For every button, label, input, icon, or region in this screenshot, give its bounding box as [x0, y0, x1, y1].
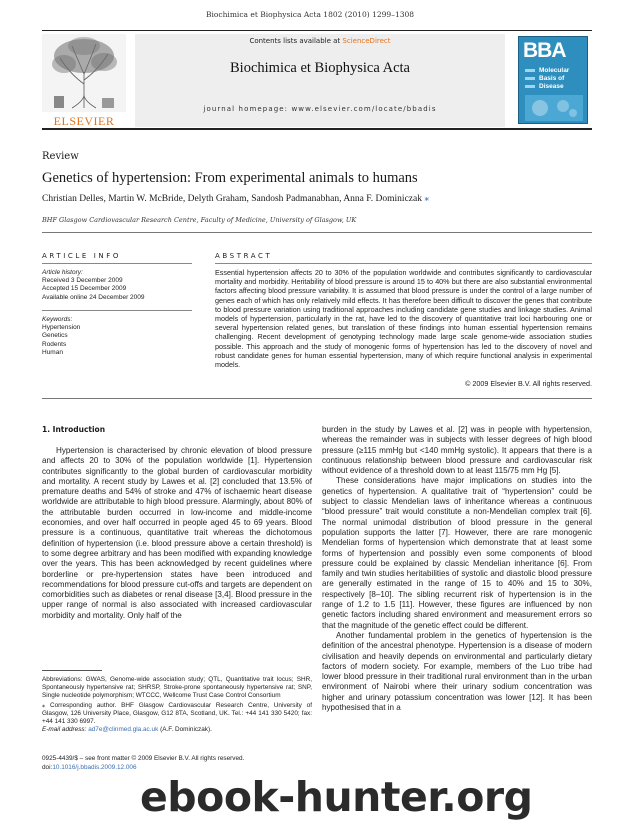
article-history: [42, 269, 192, 302]
divider: [42, 310, 192, 311]
abstract-copyright: © 2009 Elsevier B.V. All rights reserved.: [465, 379, 592, 388]
history-item: Accepted 15 December 2009: [42, 285, 127, 293]
doi-label: doi:: [42, 763, 53, 771]
keywords-label: Keywords:: [42, 316, 73, 323]
sciencedirect-link[interactable]: ScienceDirect: [342, 37, 391, 45]
doi-line: [42, 764, 244, 773]
abstract-heading: ABSTRACT: [215, 252, 273, 260]
contents-line: [135, 37, 505, 45]
divider: [42, 398, 592, 399]
issn-line: 0925-4439/$ – see front matter © 2009 Elsevier B.V. All rights reserved.: [42, 755, 245, 762]
right-column: [322, 425, 592, 713]
history-item: Available online 24 December 2009: [42, 293, 145, 301]
journal-cover: [518, 36, 588, 124]
abbreviations-footnote: Abbreviations: GWAS, Genome-wide association study; QTL, Quantitative trait locus; SHR, Spontaneously hypertensive rat; SHRSP, Stroke-prone spontaneously hypertensive rat; SNP, Single nucleotide polymorphism; WTCCC, Wellcome Trust Case Control Consortium: [42, 676, 312, 699]
corresponding-author-mark[interactable]: ⁎: [424, 194, 430, 204]
watermark-text: ebook-hunter.org: [140, 773, 533, 821]
publisher-name: ELSEVIER: [53, 114, 115, 128]
email-link[interactable]: ad7e@clinmed.gla.ac.uk: [88, 726, 159, 733]
affiliation: BHF Glasgow Cardiovascular Research Centre, Faculty of Medicine, University of Glasgow, UK: [42, 216, 357, 224]
paragraph: Another fundamental problem in the genetics of hypertension is the definition of the ancestral phenotype. Hypertension is a disease of modern civilisation and heavily depends on environmental and particularly dietary factors of modern society. For example, members of the Luo tribe had lower blood pressure in their traditional rural environment than in the urban environment of Nairobi where their urinary sodium concentration was higher and urinary potassium concentration was lower [12]. It has been hypothesised that in a: [322, 630, 592, 713]
paragraph: These considerations have major implications on studies into the genetics of hypertension. A qualitative trait of “hypertension” could be subject to classic Mendelian laws of inheritance whereas a continuous “blood pressure” trait would constitute a non-Mendelian complex trait [6]. The normal unimodal distribution of blood pressure in the general population supports the latter [7]. However, there are rare monogenic Mendelian forms of hypertension which demonstrate that at least some forms of hypertension and possibly even some components of blood pressure could be explained by classic Mendelian inheritance [6]. From family and twin studies heritabilities of systolic and diastolic blood pressure are generally estimated in the range of 15 to 40% and 15 to 30%, respectively [8–10]. The sibling recurrent risk of hypertension is in the range of 1.2 to 1.5 [11]. However, these figures are influenced by non genetic factors including shared environment and measurement errors so that the magnitude of the genetic effect could be different.: [322, 476, 592, 630]
footnotes: [42, 676, 312, 734]
cover-subtitle: Disease: [539, 83, 564, 90]
front-matter: [42, 755, 244, 772]
cover-title: BBA: [523, 39, 566, 62]
contents-prefix: Contents lists available at: [249, 37, 341, 45]
elsevier-logo: [42, 34, 126, 130]
cover-bar: [525, 69, 535, 72]
divider: [42, 263, 192, 264]
email-label: E-mail address:: [42, 726, 87, 733]
keyword: Human: [42, 348, 63, 356]
watermark: [140, 775, 620, 827]
keyword: Genetics: [42, 332, 68, 340]
paragraph: Hypertension is characterised by chronic elevation of blood pressure and affects 20 to 30% of the population worldwide [1]. Hypertension contributes significantly to the global burden of cardiovascular morbidity and mortality. A recent study by Lawes et al. [2] concluded that 13.5% of premature deaths and 54% of stroke and 47% of ischaemic heart disease worldwide are attributable to high blood pressure. Alarmingly, about 80% of the attributable burden occurred in low-income and middle-income economies, and over half occurred in people aged 45 to 69 years. Blood pressure is a continuous, quantitative trait whereas the dichotomous definition of hypertension (i.e. blood pressure above a certain threshold) is to some degree arbitrary and has been modified with expanding knowledge over the years. This has been acknowledged by recent guidelines where borderline or pre-hypertension states have been introduced and recommendations for blood pressure cut-offs and targets are dependent on comorbidities such as diabetes or renal disease [3,4]. Blood pressure in the upper range of normal is also associated with increased cardiovascular morbidity and mortality. Only half of the: [42, 446, 312, 620]
divider: [42, 232, 592, 233]
email-suffix: (A.F. Dominiczak).: [160, 726, 212, 733]
keyword: Hypertension: [42, 324, 81, 332]
doi-link[interactable]: 10.1016/j.bbadis.2009.12.006: [52, 763, 137, 771]
cover-art-icon: [525, 95, 583, 121]
cover-bar: [525, 85, 535, 88]
section-heading: 1. Introduction: [42, 425, 106, 434]
article-title: Genetics of hypertension: From experimental animals to humans: [42, 170, 418, 186]
keyword: Rodents: [42, 340, 67, 348]
authors-text: Christian Delles, Martin W. McBride, Delyth Graham, Sandosh Padmanabhan, Anna F. Dominiczak: [42, 194, 422, 204]
abstract-text: Essential hypertension affects 20 to 30% of the population worldwide and contributes significantly to cardiovascular mortality and morbidity. Heritability of blood pressure is around 15 to 40% but there are also substantial environmental factors affecting blood pressure variability. It is assumed that blood pressure is under the control of a large number of genes each of which has only relatively mild effects. It has therefore been difficult to discover the genes that contribute to blood pressure variation using traditional approaches including candidate gene studies and linkage studies. Animal models of hypertension, particularly in the rat, have led to the discovery of quantitative trait loci harbouring one or several hypertension related genes, but translation of these findings into human essential hypertension remains challenging. Recent development of genotyping technology made large scale genome-wide association studies possible. This approach and the study of monogenic forms of hypertension has led to the discovery of novel and robust candidate genes for human essential hypertension, many of which require functional analysis in experimental models.: [215, 268, 592, 370]
author-list: [42, 193, 602, 204]
history-item: Received 3 December 2009: [42, 277, 123, 285]
paragraph: burden in the study by Lawes et al. [2] was in people with hypertension, whereas the remainder was in subjects with lesser degrees of high blood pressure (≥115 mmHg but <140 mmHg systolic). It appears that there is a continuous relationship between blood pressure and cardiovascular risk without evidence of a threshold down to at least 115/75 mm Hg [5].: [322, 425, 592, 476]
cover-subtitle: Molecular: [539, 67, 570, 74]
running-header: Biochimica et Biophysica Acta 1802 (2010) 1299–1308: [205, 10, 415, 19]
journal-title: Biochimica et Biophysica Acta: [230, 60, 410, 76]
email-line: [42, 726, 312, 734]
article-type: Review: [42, 151, 79, 162]
history-label: Article history:: [42, 269, 83, 276]
keyword-list: [42, 316, 192, 357]
journal-homepage[interactable]: journal homepage: www.elsevier.com/locate/bbadis: [203, 105, 437, 113]
article-info-heading: ARTICLE INFO: [42, 252, 121, 260]
divider: [215, 263, 592, 264]
elsevier-tree-icon: [42, 34, 126, 112]
cover-subtitle: Basis of: [539, 75, 565, 82]
footnote-rule: [42, 670, 102, 671]
left-column: [42, 446, 312, 621]
journal-info-box: [135, 34, 505, 127]
corresponding-author-footnote: ⁎ Corresponding author. BHF Glasgow Cardiovascular Research Centre, University of Glasgow, 126 University Place, Glasgow, G12 8TA, Scotland, UK. Tel.: +44 141 330 5420; fax: +44 141 330 6997.: [42, 702, 312, 725]
cover-bar: [525, 77, 535, 80]
